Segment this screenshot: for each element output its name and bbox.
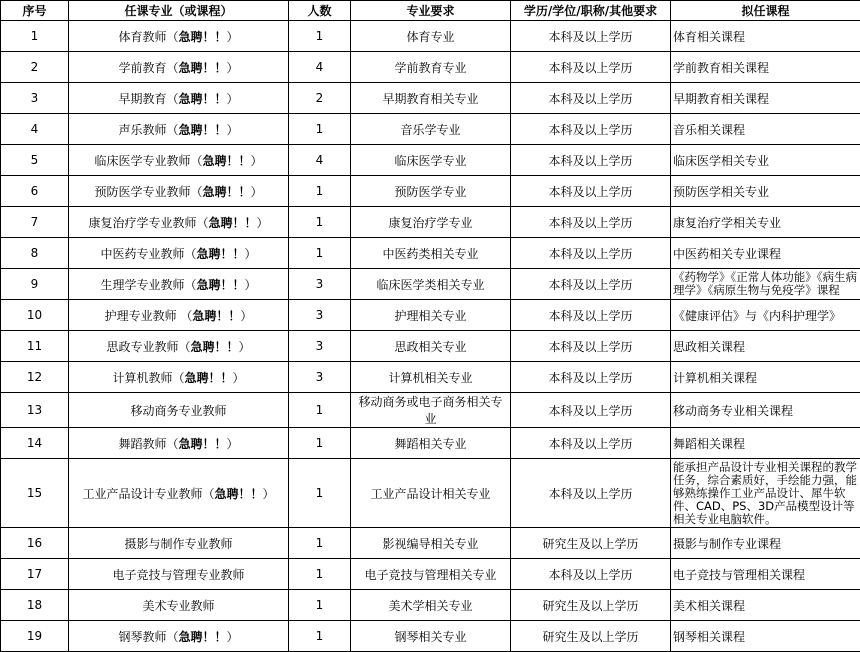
- cell-course: 《药物学》《正常人体功能》《病生病理学》《病原生物与免疫学》课程: [671, 269, 860, 300]
- cell-subject: [69, 559, 289, 590]
- header-education: 学历/学位/职称/其他要求: [511, 1, 671, 21]
- table-row: [1, 300, 860, 331]
- subject-name: 早期教育: [118, 92, 166, 106]
- cell-major: 早期教育相关专业: [351, 83, 511, 114]
- cell-major: 临床医学类相关专业: [351, 269, 511, 300]
- subject-name: 电子竞技与管理专业教师: [112, 568, 244, 582]
- table-row: [1, 559, 860, 590]
- cell-major: 音乐学专业: [351, 114, 511, 145]
- subject-name: 计算机教师: [112, 371, 172, 385]
- table-row: [1, 145, 860, 176]
- cell-major: 体育专业: [351, 21, 511, 52]
- subject-name: 工业产品设计专业教师: [82, 487, 202, 501]
- cell-subject: 计算机教师（急聘！！）: [69, 362, 289, 393]
- table-header-row: [1, 1, 860, 21]
- cell-education: 研究生及以上学历: [511, 528, 671, 559]
- table-row: [1, 176, 860, 207]
- subject-name: 康复治疗学专业教师: [88, 216, 196, 230]
- table-row: [1, 362, 860, 393]
- cell-no: 8: [1, 238, 69, 269]
- urgent-tag: 急聘！！: [179, 92, 227, 106]
- cell-subject: 生理学专业教师（急聘！！）: [69, 269, 289, 300]
- cell-education: 本科及以上学历: [511, 393, 671, 428]
- urgent-tag: 急聘！！: [215, 487, 263, 501]
- cell-major: 美术学相关专业: [351, 590, 511, 621]
- table-row: [1, 83, 860, 114]
- table-row: [1, 528, 860, 559]
- cell-education: 研究生及以上学历: [511, 621, 671, 652]
- cell-course: 摄影与制作专业课程: [671, 528, 860, 559]
- subject-name: 移动商务专业教师: [130, 404, 226, 418]
- cell-no: 4: [1, 114, 69, 145]
- table-row: [1, 393, 860, 428]
- table-row: [1, 207, 860, 238]
- cell-education: 本科及以上学历: [511, 114, 671, 145]
- urgent-tag: 急聘！！: [203, 154, 251, 168]
- urgent-tag: 急聘！！: [179, 630, 227, 644]
- cell-course: 康复治疗学相关专业: [671, 207, 860, 238]
- cell-no: 18: [1, 590, 69, 621]
- cell-course: 舞蹈相关课程: [671, 428, 860, 459]
- cell-count: 3: [289, 331, 351, 362]
- cell-major: 思政相关专业: [351, 331, 511, 362]
- header-course: 拟任课程: [671, 1, 860, 21]
- cell-count: 1: [289, 559, 351, 590]
- cell-no: 7: [1, 207, 69, 238]
- urgent-tag: 急聘！！: [209, 216, 257, 230]
- cell-no: 17: [1, 559, 69, 590]
- cell-count: 1: [289, 114, 351, 145]
- subject-name: 生理学专业教师: [100, 278, 184, 292]
- cell-course: 钢琴相关课程: [671, 621, 860, 652]
- cell-count: 1: [289, 176, 351, 207]
- cell-no: 1: [1, 21, 69, 52]
- cell-no: 14: [1, 428, 69, 459]
- cell-no: 6: [1, 176, 69, 207]
- cell-subject: 护理专业教师 （急聘！！）: [69, 300, 289, 331]
- cell-subject: 舞蹈教师（急聘！！）: [69, 428, 289, 459]
- cell-subject: 早期教育（急聘！！）: [69, 83, 289, 114]
- cell-subject: 康复治疗学专业教师（急聘！！）: [69, 207, 289, 238]
- table-row: [1, 428, 860, 459]
- header-count: 人数: [289, 1, 351, 21]
- cell-major: 钢琴相关专业: [351, 621, 511, 652]
- cell-count: 3: [289, 300, 351, 331]
- subject-name: 舞蹈教师: [118, 437, 166, 451]
- header-subject: 任课专业（或课程）: [69, 1, 289, 21]
- table-row: [1, 238, 860, 269]
- urgent-tag: 急聘！！: [197, 247, 245, 261]
- cell-no: 10: [1, 300, 69, 331]
- cell-education: 本科及以上学历: [511, 269, 671, 300]
- cell-major: 学前教育专业: [351, 52, 511, 83]
- urgent-tag: 急聘！！: [185, 371, 233, 385]
- cell-count: 1: [289, 428, 351, 459]
- cell-count: 4: [289, 52, 351, 83]
- cell-course: 预防医学相关专业: [671, 176, 860, 207]
- cell-major: 康复治疗学专业: [351, 207, 511, 238]
- cell-count: 3: [289, 362, 351, 393]
- table-row: [1, 459, 860, 528]
- cell-count: 3: [289, 269, 351, 300]
- subject-name: 预防医学专业教师: [94, 185, 190, 199]
- cell-major: 工业产品设计相关专业: [351, 459, 511, 528]
- subject-name: 思政专业教师: [106, 340, 178, 354]
- cell-education: 本科及以上学历: [511, 300, 671, 331]
- cell-count: 4: [289, 145, 351, 176]
- cell-major: 舞蹈相关专业: [351, 428, 511, 459]
- cell-course: 体育相关课程: [671, 21, 860, 52]
- cell-subject: 学前教育（急聘！！）: [69, 52, 289, 83]
- header-major: 专业要求: [351, 1, 511, 21]
- urgent-tag: 急聘！！: [179, 437, 227, 451]
- cell-no: 13: [1, 393, 69, 428]
- cell-subject: [69, 393, 289, 428]
- cell-course: 思政相关课程: [671, 331, 860, 362]
- cell-course: 计算机相关课程: [671, 362, 860, 393]
- cell-major: 中医药类相关专业: [351, 238, 511, 269]
- cell-subject: 工业产品设计专业教师（急聘！！）: [69, 459, 289, 528]
- cell-major: 预防医学专业: [351, 176, 511, 207]
- urgent-tag: 急聘！！: [179, 30, 227, 44]
- cell-major: 移动商务或电子商务相关专业: [351, 393, 511, 428]
- subject-name: 护理专业教师: [105, 309, 181, 323]
- cell-course: 能承担产品设计专业相关课程的教学任务，综合素质好，手绘能力强，能够熟练操作工业产品设计、犀牛软件、CAD、PS、3D产品模型设计等相关专业电脑软件。: [671, 459, 860, 528]
- cell-subject: 思政专业教师（急聘！！）: [69, 331, 289, 362]
- table-row: [1, 269, 860, 300]
- cell-no: 11: [1, 331, 69, 362]
- cell-education: 本科及以上学历: [511, 559, 671, 590]
- cell-no: 3: [1, 83, 69, 114]
- cell-course: 学前教育相关课程: [671, 52, 860, 83]
- cell-no: 16: [1, 528, 69, 559]
- cell-subject: 预防医学专业教师（急聘！！）: [69, 176, 289, 207]
- subject-name: 中医药专业教师: [100, 247, 184, 261]
- cell-education: 本科及以上学历: [511, 362, 671, 393]
- cell-count: 2: [289, 83, 351, 114]
- cell-no: 2: [1, 52, 69, 83]
- table-row: [1, 21, 860, 52]
- urgent-tag: 急聘！！: [179, 61, 227, 75]
- cell-education: 本科及以上学历: [511, 428, 671, 459]
- cell-education: 本科及以上学历: [511, 176, 671, 207]
- subject-name: 学前教育: [118, 61, 166, 75]
- cell-no: 15: [1, 459, 69, 528]
- cell-education: 本科及以上学历: [511, 331, 671, 362]
- cell-major: 电子竞技与管理相关专业: [351, 559, 511, 590]
- subject-name: 钢琴教师: [118, 630, 166, 644]
- cell-course: 电子竞技与管理相关课程: [671, 559, 860, 590]
- cell-course: 临床医学相关专业: [671, 145, 860, 176]
- cell-major: 临床医学专业: [351, 145, 511, 176]
- cell-count: 1: [289, 590, 351, 621]
- cell-education: 本科及以上学历: [511, 145, 671, 176]
- cell-count: 1: [289, 393, 351, 428]
- cell-no: 19: [1, 621, 69, 652]
- cell-subject: 临床医学专业教师（急聘！！）: [69, 145, 289, 176]
- cell-major: 护理相关专业: [351, 300, 511, 331]
- cell-count: 1: [289, 459, 351, 528]
- urgent-tag: 急聘！！: [192, 309, 240, 323]
- cell-count: 1: [289, 238, 351, 269]
- subject-name: 美术专业教师: [142, 599, 214, 613]
- table-row: [1, 621, 860, 652]
- subject-name: 声乐教师: [118, 123, 166, 137]
- cell-course: 早期教育相关课程: [671, 83, 860, 114]
- cell-subject: 声乐教师（急聘！！）: [69, 114, 289, 145]
- subject-name: 临床医学专业教师: [94, 154, 190, 168]
- cell-no: 9: [1, 269, 69, 300]
- cell-education: 本科及以上学历: [511, 83, 671, 114]
- table-row: [1, 590, 860, 621]
- cell-major: 计算机相关专业: [351, 362, 511, 393]
- table-row: [1, 331, 860, 362]
- cell-course: 美术相关课程: [671, 590, 860, 621]
- cell-course: 移动商务专业相关课程: [671, 393, 860, 428]
- cell-course: 音乐相关课程: [671, 114, 860, 145]
- urgent-tag: 急聘！！: [203, 185, 251, 199]
- cell-subject: 钢琴教师（急聘！！）: [69, 621, 289, 652]
- cell-subject: 体育教师（急聘！！）: [69, 21, 289, 52]
- urgent-tag: 急聘！！: [197, 278, 245, 292]
- cell-education: 本科及以上学历: [511, 459, 671, 528]
- urgent-tag: 急聘！！: [179, 123, 227, 137]
- cell-no: 12: [1, 362, 69, 393]
- table-row: [1, 52, 860, 83]
- cell-count: 1: [289, 21, 351, 52]
- cell-course: 中医药相关专业课程: [671, 238, 860, 269]
- cell-subject: [69, 590, 289, 621]
- cell-subject: 中医药专业教师（急聘！！）: [69, 238, 289, 269]
- urgent-tag: 急聘！！: [191, 340, 239, 354]
- cell-subject: [69, 528, 289, 559]
- subject-name: 体育教师: [118, 30, 166, 44]
- cell-no: 5: [1, 145, 69, 176]
- cell-count: 1: [289, 207, 351, 238]
- cell-count: 1: [289, 621, 351, 652]
- cell-education: 本科及以上学历: [511, 207, 671, 238]
- cell-education: 本科及以上学历: [511, 238, 671, 269]
- cell-education: 本科及以上学历: [511, 52, 671, 83]
- cell-course: 《健康评估》与《内科护理学》: [671, 300, 860, 331]
- cell-education: 研究生及以上学历: [511, 590, 671, 621]
- cell-count: 1: [289, 528, 351, 559]
- table-row: [1, 114, 860, 145]
- subject-name: 摄影与制作专业教师: [124, 537, 232, 551]
- header-no: 序号: [1, 1, 69, 21]
- cell-major: 影视编导相关专业: [351, 528, 511, 559]
- cell-education: 本科及以上学历: [511, 21, 671, 52]
